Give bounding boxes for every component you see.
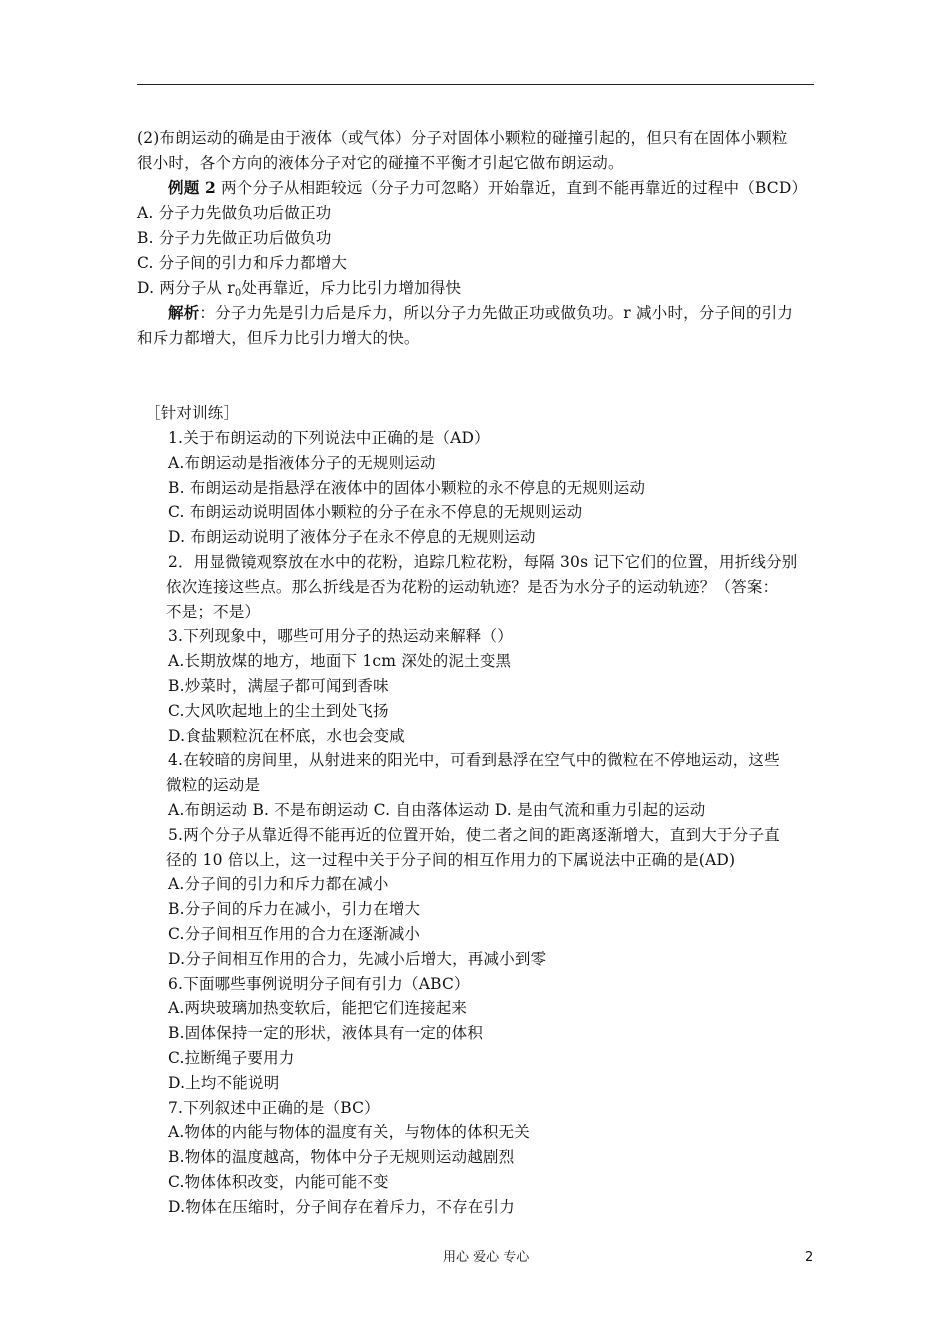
training-line: 6.下面哪些事例说明分子间有引力（ABC） (168, 974, 470, 993)
example-question (168, 178, 807, 198)
example-option-a: A. 分子力先做负功后做正功 (137, 204, 332, 222)
training-line: C.分子间相互作用的合力在逐渐减小 (168, 925, 421, 943)
option-d-text-start: D. 两分子从 r (137, 279, 235, 297)
example-option-c: C. 分子间的引力和斥力都增大 (137, 254, 348, 272)
training-line: 3.下列现象中，哪些可用分子的热运动来解释（） (168, 627, 513, 646)
example-label: 例题 2 (168, 178, 216, 197)
training-line: C.物体体积改变，内能可能不变 (168, 1173, 389, 1191)
option-d-subscript: 0 (234, 288, 242, 299)
example-question-text: 两个分子从相距较远（分子力可忽略）开始靠近，直到不能再靠近的过程中（BCD） (215, 179, 808, 197)
training-line: A.布朗运动 B. 不是布朗运动 C. 自由落体运动 D. 是由气流和重力引起的运动 (168, 801, 706, 819)
training-line: A.两块玻璃加热变软后，能把它们连接起来 (168, 999, 468, 1018)
training-line: 4.在较暗的房间里，从射进来的阳光中，可看到悬浮在空气中的微粒在不停地运动，这些 (168, 751, 780, 770)
training-line: B. 布朗运动是指悬浮在液体中的固体小颗粒的永不停息的无规则运动 (168, 478, 646, 497)
training-line: 5.两个分子从靠近得不能再近的位置开始，使二者之间的距离逐渐增大，直到大于分子直 (168, 825, 780, 844)
explanation-line-1: (2)布朗运动的确是由于液体（或气体）分子对固体小颗粒的碰撞引起的，但只有在固体小颗粒 (137, 129, 788, 147)
training-line: A.布朗运动是指液体分子的无规则运动 (168, 453, 436, 472)
analysis-text: ：分子力先是引力后是斥力，所以分子力先做正功或做负功。r 减小时，分子间的引力 (199, 304, 794, 322)
option-d-text-end: 处再靠近，斥力比引力增加得快 (241, 279, 462, 297)
training-line: B.炒菜时，满屋子都可闻到香味 (168, 677, 389, 695)
footer-slogan: 用心 爱心 专心 (443, 1250, 530, 1265)
training-line: B.固体保持一定的形状，液体具有一定的体积 (168, 1024, 484, 1043)
example-option-b: B. 分子力先做正功后做负功 (137, 229, 332, 247)
training-line: C.大风吹起地上的尘土到处飞扬 (168, 701, 389, 720)
training-line: C.拉断绳子要用力 (168, 1049, 295, 1067)
explanation-line-2: 很小时，各个方向的液体分子对它的碰撞不平衡才引起它做布朗运动。 (137, 154, 624, 172)
training-line: D.物体在压缩时，分子间存在着斥力，不存在引力 (168, 1197, 515, 1216)
analysis-line-1 (168, 303, 793, 323)
training-line: A.分子间的引力和斥力都在减小 (168, 875, 389, 894)
training-line: 不是；不是） (166, 602, 261, 621)
training-line: 2．用显微镜观察放在水中的花粉，追踪几粒花粉，每隔 30s 记下它们的位置，用折线分别 (168, 553, 798, 571)
training-line: A.物体的内能与物体的温度有关，与物体的体积无关 (168, 1123, 530, 1142)
training-line: 1.关于布朗运动的下列说法中正确的是（AD） (168, 429, 490, 447)
training-line: D.分子间相互作用的合力，先减小后增大，再减小到零 (168, 949, 547, 968)
training-line: 微粒的运动是 (166, 776, 261, 795)
example-option-d (137, 278, 461, 304)
training-line: 依次连接这些点。那么折线是否为花粉的运动轨迹？是否为水分子的运动轨迹？（答案： (166, 577, 779, 596)
training-line: D.上均不能说明 (168, 1073, 280, 1092)
training-line: B.分子间的斥力在减小，引力在增大 (168, 900, 421, 919)
training-line: 径的 10 倍以上，这一过程中关于分子间的相互作用力的下属说法中正确的是(AD) (166, 850, 736, 869)
training-line: 7.下列叙述中正确的是（BC） (168, 1098, 380, 1117)
analysis-line-2: 和斥力都增大，但斥力比引力增大的快。 (137, 329, 420, 347)
training-line: B.物体的温度越高，物体中分子无规则运动越剧烈 (168, 1148, 515, 1167)
training-line: D. 布朗运动说明了液体分子在永不停息的无规则运动 (168, 528, 536, 547)
header-rule (137, 84, 814, 85)
training-line: A.长期放煤的地方，地面下 1cm 深处的泥土变黑 (168, 652, 512, 671)
analysis-label: 解析 (168, 303, 200, 322)
training-heading: ［针对训练］ (145, 404, 240, 422)
training-line: D.食盐颗粒沉在杯底，水也会变咸 (168, 726, 406, 745)
training-line: C. 布朗运动说明固体小颗粒的分子在永不停息的无规则运动 (168, 503, 583, 522)
page-number: 2 (805, 1250, 814, 1265)
